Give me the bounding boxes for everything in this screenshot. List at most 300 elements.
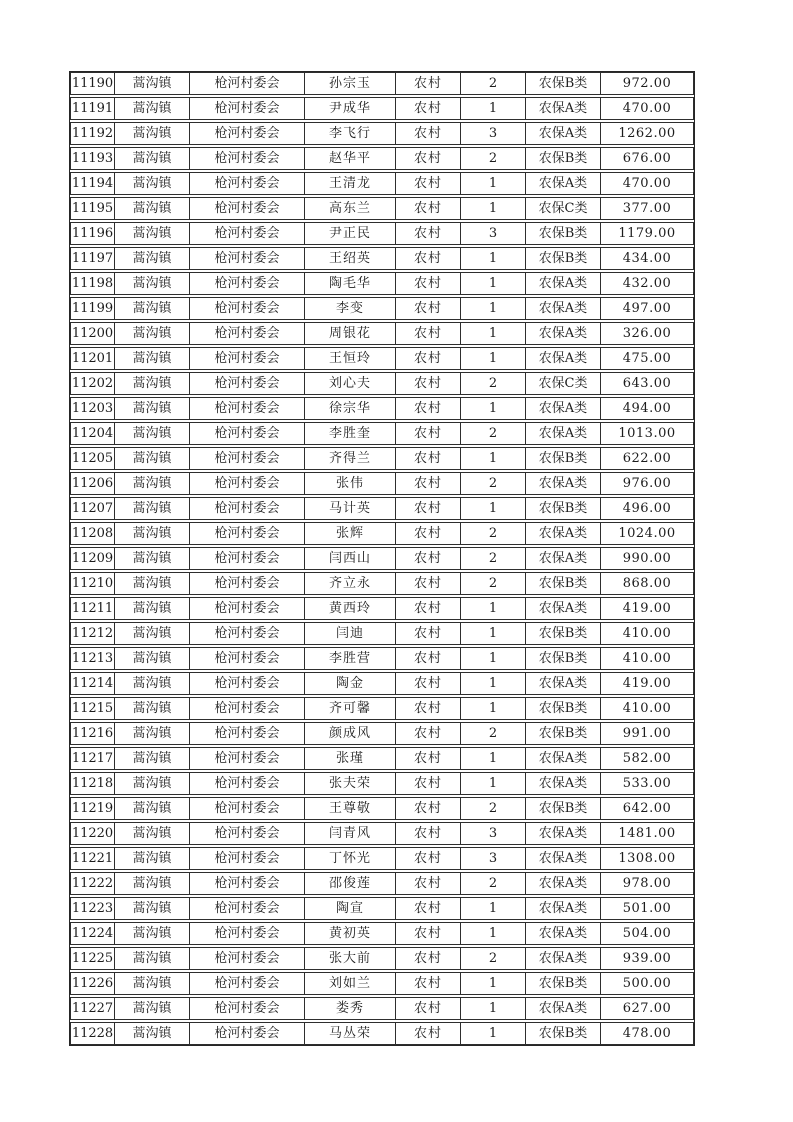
cell-record-id: 11198 xyxy=(70,272,115,295)
cell-record-id: 11194 xyxy=(70,172,115,195)
cell-person-count: 3 xyxy=(460,122,526,145)
cell-person-count: 2 xyxy=(460,147,526,170)
benefits-table xyxy=(69,71,695,1046)
table-row xyxy=(70,472,694,495)
cell-insurance-type: 农保A类 xyxy=(525,547,601,570)
cell-village-committee: 枪河村委会 xyxy=(189,97,305,120)
table-row xyxy=(70,1022,694,1045)
cell-person-name: 尹正民 xyxy=(304,222,396,245)
cell-person-count: 1 xyxy=(460,897,526,920)
cell-category: 农村 xyxy=(395,97,461,120)
cell-town: 蒿沟镇 xyxy=(114,147,190,170)
cell-record-id: 11227 xyxy=(70,997,115,1020)
cell-person-count: 3 xyxy=(460,822,526,845)
cell-town: 蒿沟镇 xyxy=(114,672,190,695)
cell-amount: 1308.00 xyxy=(600,847,694,870)
cell-person-count: 1 xyxy=(460,597,526,620)
table-row xyxy=(70,522,694,545)
cell-record-id: 11200 xyxy=(70,322,115,345)
table-row xyxy=(70,847,694,870)
cell-person-name: 马计英 xyxy=(304,497,396,520)
cell-town: 蒿沟镇 xyxy=(114,472,190,495)
cell-amount: 533.00 xyxy=(600,772,694,795)
cell-town: 蒿沟镇 xyxy=(114,447,190,470)
cell-insurance-type: 农保A类 xyxy=(525,747,601,770)
cell-village-committee: 枪河村委会 xyxy=(189,622,305,645)
cell-person-name: 刘如兰 xyxy=(304,972,396,995)
cell-category: 农村 xyxy=(395,222,461,245)
cell-village-committee: 枪河村委会 xyxy=(189,822,305,845)
cell-person-name: 刘心夫 xyxy=(304,372,396,395)
table-row xyxy=(70,122,694,145)
cell-category: 农村 xyxy=(395,697,461,720)
cell-record-id: 11193 xyxy=(70,147,115,170)
cell-amount: 410.00 xyxy=(600,697,694,720)
cell-town: 蒿沟镇 xyxy=(114,747,190,770)
cell-amount: 470.00 xyxy=(600,172,694,195)
cell-category: 农村 xyxy=(395,297,461,320)
cell-person-name: 黄西玲 xyxy=(304,597,396,620)
cell-category: 农村 xyxy=(395,672,461,695)
table-row xyxy=(70,372,694,395)
cell-town: 蒿沟镇 xyxy=(114,897,190,920)
cell-insurance-type: 农保C类 xyxy=(525,372,601,395)
cell-person-name: 王尊敬 xyxy=(304,797,396,820)
cell-category: 农村 xyxy=(395,647,461,670)
table-row xyxy=(70,297,694,320)
cell-village-committee: 枪河村委会 xyxy=(189,722,305,745)
table-row xyxy=(70,922,694,945)
cell-insurance-type: 农保A类 xyxy=(525,772,601,795)
cell-record-id: 11214 xyxy=(70,672,115,695)
table-row xyxy=(70,322,694,345)
cell-record-id: 11197 xyxy=(70,247,115,270)
cell-village-committee: 枪河村委会 xyxy=(189,147,305,170)
cell-person-name: 齐得兰 xyxy=(304,447,396,470)
cell-village-committee: 枪河村委会 xyxy=(189,747,305,770)
cell-category: 农村 xyxy=(395,747,461,770)
cell-record-id: 11206 xyxy=(70,472,115,495)
cell-village-committee: 枪河村委会 xyxy=(189,422,305,445)
table-row xyxy=(70,797,694,820)
table-row xyxy=(70,622,694,645)
cell-insurance-type: 农保B类 xyxy=(525,622,601,645)
cell-category: 农村 xyxy=(395,197,461,220)
cell-insurance-type: 农保A类 xyxy=(525,272,601,295)
table-row xyxy=(70,747,694,770)
cell-record-id: 11196 xyxy=(70,222,115,245)
cell-record-id: 11199 xyxy=(70,297,115,320)
cell-insurance-type: 农保C类 xyxy=(525,197,601,220)
cell-insurance-type: 农保B类 xyxy=(525,497,601,520)
table-row xyxy=(70,197,694,220)
cell-village-committee: 枪河村委会 xyxy=(189,372,305,395)
cell-village-committee: 枪河村委会 xyxy=(189,897,305,920)
cell-amount: 972.00 xyxy=(600,72,694,95)
cell-person-name: 马丛荣 xyxy=(304,1022,396,1045)
cell-category: 农村 xyxy=(395,72,461,95)
table-row xyxy=(70,272,694,295)
cell-town: 蒿沟镇 xyxy=(114,922,190,945)
cell-record-id: 11220 xyxy=(70,822,115,845)
cell-person-count: 1 xyxy=(460,922,526,945)
cell-town: 蒿沟镇 xyxy=(114,122,190,145)
cell-village-committee: 枪河村委会 xyxy=(189,197,305,220)
cell-amount: 434.00 xyxy=(600,247,694,270)
cell-amount: 326.00 xyxy=(600,322,694,345)
cell-town: 蒿沟镇 xyxy=(114,497,190,520)
cell-amount: 582.00 xyxy=(600,747,694,770)
cell-town: 蒿沟镇 xyxy=(114,622,190,645)
cell-person-count: 1 xyxy=(460,497,526,520)
cell-person-count: 1 xyxy=(460,772,526,795)
cell-category: 农村 xyxy=(395,422,461,445)
cell-record-id: 11212 xyxy=(70,622,115,645)
cell-insurance-type: 农保B类 xyxy=(525,1022,601,1045)
table-row xyxy=(70,222,694,245)
cell-person-name: 李胜营 xyxy=(304,647,396,670)
cell-insurance-type: 农保A类 xyxy=(525,997,601,1020)
cell-amount: 504.00 xyxy=(600,922,694,945)
cell-record-id: 11202 xyxy=(70,372,115,395)
cell-person-name: 尹成华 xyxy=(304,97,396,120)
cell-village-committee: 枪河村委会 xyxy=(189,847,305,870)
table-row xyxy=(70,597,694,620)
cell-village-committee: 枪河村委会 xyxy=(189,222,305,245)
cell-insurance-type: 农保B类 xyxy=(525,572,601,595)
cell-village-committee: 枪河村委会 xyxy=(189,447,305,470)
cell-village-committee: 枪河村委会 xyxy=(189,672,305,695)
cell-record-id: 11228 xyxy=(70,1022,115,1045)
cell-village-committee: 枪河村委会 xyxy=(189,947,305,970)
cell-town: 蒿沟镇 xyxy=(114,422,190,445)
cell-record-id: 11207 xyxy=(70,497,115,520)
cell-person-name: 邵俊莲 xyxy=(304,872,396,895)
cell-insurance-type: 农保B类 xyxy=(525,972,601,995)
cell-village-committee: 枪河村委会 xyxy=(189,472,305,495)
cell-person-name: 徐宗华 xyxy=(304,397,396,420)
table-row xyxy=(70,672,694,695)
cell-person-count: 1 xyxy=(460,322,526,345)
cell-insurance-type: 农保A类 xyxy=(525,597,601,620)
cell-record-id: 11213 xyxy=(70,647,115,670)
cell-person-name: 陶金 xyxy=(304,672,396,695)
table-row xyxy=(70,397,694,420)
cell-record-id: 11226 xyxy=(70,972,115,995)
cell-record-id: 11190 xyxy=(70,72,115,95)
cell-record-id: 11222 xyxy=(70,872,115,895)
cell-category: 农村 xyxy=(395,972,461,995)
cell-village-committee: 枪河村委会 xyxy=(189,322,305,345)
cell-record-id: 11221 xyxy=(70,847,115,870)
cell-amount: 501.00 xyxy=(600,897,694,920)
cell-village-committee: 枪河村委会 xyxy=(189,797,305,820)
cell-insurance-type: 农保B类 xyxy=(525,147,601,170)
cell-person-name: 张伟 xyxy=(304,472,396,495)
cell-record-id: 11217 xyxy=(70,747,115,770)
cell-person-count: 3 xyxy=(460,847,526,870)
table-row xyxy=(70,772,694,795)
cell-insurance-type: 农保A类 xyxy=(525,822,601,845)
cell-person-count: 1 xyxy=(460,1022,526,1045)
cell-person-name: 李胜奎 xyxy=(304,422,396,445)
cell-category: 农村 xyxy=(395,522,461,545)
cell-person-count: 2 xyxy=(460,522,526,545)
cell-category: 农村 xyxy=(395,172,461,195)
cell-person-name: 孙宗玉 xyxy=(304,72,396,95)
cell-amount: 410.00 xyxy=(600,647,694,670)
cell-amount: 990.00 xyxy=(600,547,694,570)
cell-village-committee: 枪河村委会 xyxy=(189,547,305,570)
cell-insurance-type: 农保B类 xyxy=(525,72,601,95)
cell-amount: 978.00 xyxy=(600,872,694,895)
cell-insurance-type: 农保A类 xyxy=(525,672,601,695)
cell-town: 蒿沟镇 xyxy=(114,547,190,570)
cell-village-committee: 枪河村委会 xyxy=(189,122,305,145)
cell-person-name: 赵华平 xyxy=(304,147,396,170)
cell-category: 农村 xyxy=(395,272,461,295)
cell-person-name: 闫迪 xyxy=(304,622,396,645)
cell-amount: 622.00 xyxy=(600,447,694,470)
cell-record-id: 11208 xyxy=(70,522,115,545)
cell-insurance-type: 农保A类 xyxy=(525,322,601,345)
cell-village-committee: 枪河村委会 xyxy=(189,397,305,420)
cell-town: 蒿沟镇 xyxy=(114,797,190,820)
cell-town: 蒿沟镇 xyxy=(114,847,190,870)
cell-category: 农村 xyxy=(395,1022,461,1045)
cell-person-name: 陶宣 xyxy=(304,897,396,920)
cell-amount: 475.00 xyxy=(600,347,694,370)
cell-category: 农村 xyxy=(395,147,461,170)
cell-town: 蒿沟镇 xyxy=(114,322,190,345)
cell-town: 蒿沟镇 xyxy=(114,872,190,895)
cell-person-count: 2 xyxy=(460,372,526,395)
cell-town: 蒿沟镇 xyxy=(114,347,190,370)
cell-village-committee: 枪河村委会 xyxy=(189,497,305,520)
cell-insurance-type: 农保A类 xyxy=(525,347,601,370)
table-row xyxy=(70,822,694,845)
cell-town: 蒿沟镇 xyxy=(114,1022,190,1045)
cell-person-count: 1 xyxy=(460,172,526,195)
cell-person-name: 王清龙 xyxy=(304,172,396,195)
cell-category: 农村 xyxy=(395,847,461,870)
cell-category: 农村 xyxy=(395,572,461,595)
cell-person-count: 2 xyxy=(460,572,526,595)
cell-person-count: 1 xyxy=(460,197,526,220)
cell-town: 蒿沟镇 xyxy=(114,172,190,195)
cell-person-count: 1 xyxy=(460,247,526,270)
cell-person-count: 1 xyxy=(460,622,526,645)
cell-record-id: 11209 xyxy=(70,547,115,570)
cell-insurance-type: 农保A类 xyxy=(525,97,601,120)
cell-person-name: 张大前 xyxy=(304,947,396,970)
cell-insurance-type: 农保A类 xyxy=(525,297,601,320)
cell-record-id: 11195 xyxy=(70,197,115,220)
table-row xyxy=(70,897,694,920)
cell-person-count: 1 xyxy=(460,447,526,470)
cell-village-committee: 枪河村委会 xyxy=(189,597,305,620)
table-row xyxy=(70,72,694,95)
cell-town: 蒿沟镇 xyxy=(114,972,190,995)
cell-record-id: 11216 xyxy=(70,722,115,745)
cell-person-count: 2 xyxy=(460,797,526,820)
cell-town: 蒿沟镇 xyxy=(114,572,190,595)
cell-town: 蒿沟镇 xyxy=(114,247,190,270)
cell-insurance-type: 农保B类 xyxy=(525,222,601,245)
cell-person-count: 1 xyxy=(460,97,526,120)
cell-village-committee: 枪河村委会 xyxy=(189,922,305,945)
cell-town: 蒿沟镇 xyxy=(114,372,190,395)
cell-amount: 496.00 xyxy=(600,497,694,520)
table-row xyxy=(70,97,694,120)
cell-person-name: 陶毛华 xyxy=(304,272,396,295)
cell-amount: 976.00 xyxy=(600,472,694,495)
cell-person-count: 1 xyxy=(460,972,526,995)
cell-amount: 432.00 xyxy=(600,272,694,295)
cell-category: 农村 xyxy=(395,547,461,570)
cell-insurance-type: 农保A类 xyxy=(525,172,601,195)
cell-village-committee: 枪河村委会 xyxy=(189,772,305,795)
cell-insurance-type: 农保A类 xyxy=(525,472,601,495)
table-row xyxy=(70,947,694,970)
cell-amount: 1013.00 xyxy=(600,422,694,445)
cell-person-name: 李飞行 xyxy=(304,122,396,145)
cell-village-committee: 枪河村委会 xyxy=(189,297,305,320)
cell-insurance-type: 农保B类 xyxy=(525,722,601,745)
cell-amount: 419.00 xyxy=(600,597,694,620)
cell-amount: 1024.00 xyxy=(600,522,694,545)
cell-town: 蒿沟镇 xyxy=(114,597,190,620)
cell-person-name: 丁怀光 xyxy=(304,847,396,870)
cell-amount: 676.00 xyxy=(600,147,694,170)
cell-amount: 1179.00 xyxy=(600,222,694,245)
cell-person-count: 1 xyxy=(460,347,526,370)
cell-amount: 470.00 xyxy=(600,97,694,120)
cell-person-count: 1 xyxy=(460,297,526,320)
cell-village-committee: 枪河村委会 xyxy=(189,1022,305,1045)
cell-person-name: 娄秀 xyxy=(304,997,396,1020)
cell-town: 蒿沟镇 xyxy=(114,997,190,1020)
cell-insurance-type: 农保A类 xyxy=(525,422,601,445)
cell-village-committee: 枪河村委会 xyxy=(189,272,305,295)
cell-category: 农村 xyxy=(395,947,461,970)
cell-category: 农村 xyxy=(395,622,461,645)
cell-category: 农村 xyxy=(395,997,461,1020)
cell-amount: 642.00 xyxy=(600,797,694,820)
cell-town: 蒿沟镇 xyxy=(114,947,190,970)
cell-insurance-type: 农保A类 xyxy=(525,872,601,895)
cell-person-count: 2 xyxy=(460,872,526,895)
cell-record-id: 11203 xyxy=(70,397,115,420)
cell-town: 蒿沟镇 xyxy=(114,722,190,745)
cell-insurance-type: 农保A类 xyxy=(525,897,601,920)
table-row xyxy=(70,697,694,720)
table-row xyxy=(70,972,694,995)
cell-person-count: 1 xyxy=(460,672,526,695)
cell-amount: 991.00 xyxy=(600,722,694,745)
cell-record-id: 11191 xyxy=(70,97,115,120)
cell-person-count: 1 xyxy=(460,397,526,420)
cell-record-id: 11219 xyxy=(70,797,115,820)
cell-town: 蒿沟镇 xyxy=(114,297,190,320)
cell-amount: 500.00 xyxy=(600,972,694,995)
table-row xyxy=(70,347,694,370)
cell-category: 农村 xyxy=(395,822,461,845)
cell-record-id: 11224 xyxy=(70,922,115,945)
cell-person-name: 张瑾 xyxy=(304,747,396,770)
cell-amount: 643.00 xyxy=(600,372,694,395)
cell-record-id: 11201 xyxy=(70,347,115,370)
cell-person-name: 王绍英 xyxy=(304,247,396,270)
cell-person-name: 李变 xyxy=(304,297,396,320)
table-row xyxy=(70,722,694,745)
cell-person-count: 1 xyxy=(460,747,526,770)
cell-town: 蒿沟镇 xyxy=(114,222,190,245)
cell-town: 蒿沟镇 xyxy=(114,97,190,120)
cell-amount: 1262.00 xyxy=(600,122,694,145)
cell-person-name: 张夫荣 xyxy=(304,772,396,795)
cell-person-count: 2 xyxy=(460,722,526,745)
cell-person-name: 闫西山 xyxy=(304,547,396,570)
cell-category: 农村 xyxy=(395,322,461,345)
cell-person-count: 1 xyxy=(460,272,526,295)
cell-category: 农村 xyxy=(395,347,461,370)
cell-insurance-type: 农保B类 xyxy=(525,797,601,820)
cell-person-name: 高东兰 xyxy=(304,197,396,220)
cell-record-id: 11204 xyxy=(70,422,115,445)
cell-town: 蒿沟镇 xyxy=(114,822,190,845)
table-row xyxy=(70,647,694,670)
cell-category: 农村 xyxy=(395,772,461,795)
cell-town: 蒿沟镇 xyxy=(114,272,190,295)
cell-amount: 627.00 xyxy=(600,997,694,1020)
table-row xyxy=(70,172,694,195)
cell-insurance-type: 农保B类 xyxy=(525,247,601,270)
cell-town: 蒿沟镇 xyxy=(114,397,190,420)
table-row xyxy=(70,497,694,520)
cell-insurance-type: 农保B类 xyxy=(525,447,601,470)
cell-town: 蒿沟镇 xyxy=(114,697,190,720)
cell-amount: 377.00 xyxy=(600,197,694,220)
cell-category: 农村 xyxy=(395,447,461,470)
cell-village-committee: 枪河村委会 xyxy=(189,697,305,720)
cell-town: 蒿沟镇 xyxy=(114,72,190,95)
cell-town: 蒿沟镇 xyxy=(114,522,190,545)
cell-amount: 1481.00 xyxy=(600,822,694,845)
cell-person-count: 2 xyxy=(460,472,526,495)
cell-village-committee: 枪河村委会 xyxy=(189,997,305,1020)
cell-insurance-type: 农保A类 xyxy=(525,397,601,420)
cell-village-committee: 枪河村委会 xyxy=(189,872,305,895)
table-row xyxy=(70,547,694,570)
cell-person-name: 齐可馨 xyxy=(304,697,396,720)
cell-insurance-type: 农保A类 xyxy=(525,847,601,870)
cell-amount: 478.00 xyxy=(600,1022,694,1045)
cell-amount: 494.00 xyxy=(600,397,694,420)
cell-person-name: 王恒玲 xyxy=(304,347,396,370)
cell-record-id: 11218 xyxy=(70,772,115,795)
cell-village-committee: 枪河村委会 xyxy=(189,647,305,670)
cell-category: 农村 xyxy=(395,872,461,895)
cell-amount: 939.00 xyxy=(600,947,694,970)
table-row xyxy=(70,147,694,170)
cell-village-committee: 枪河村委会 xyxy=(189,72,305,95)
cell-category: 农村 xyxy=(395,722,461,745)
cell-person-count: 2 xyxy=(460,947,526,970)
table-row xyxy=(70,422,694,445)
cell-person-count: 1 xyxy=(460,997,526,1020)
cell-person-count: 3 xyxy=(460,222,526,245)
